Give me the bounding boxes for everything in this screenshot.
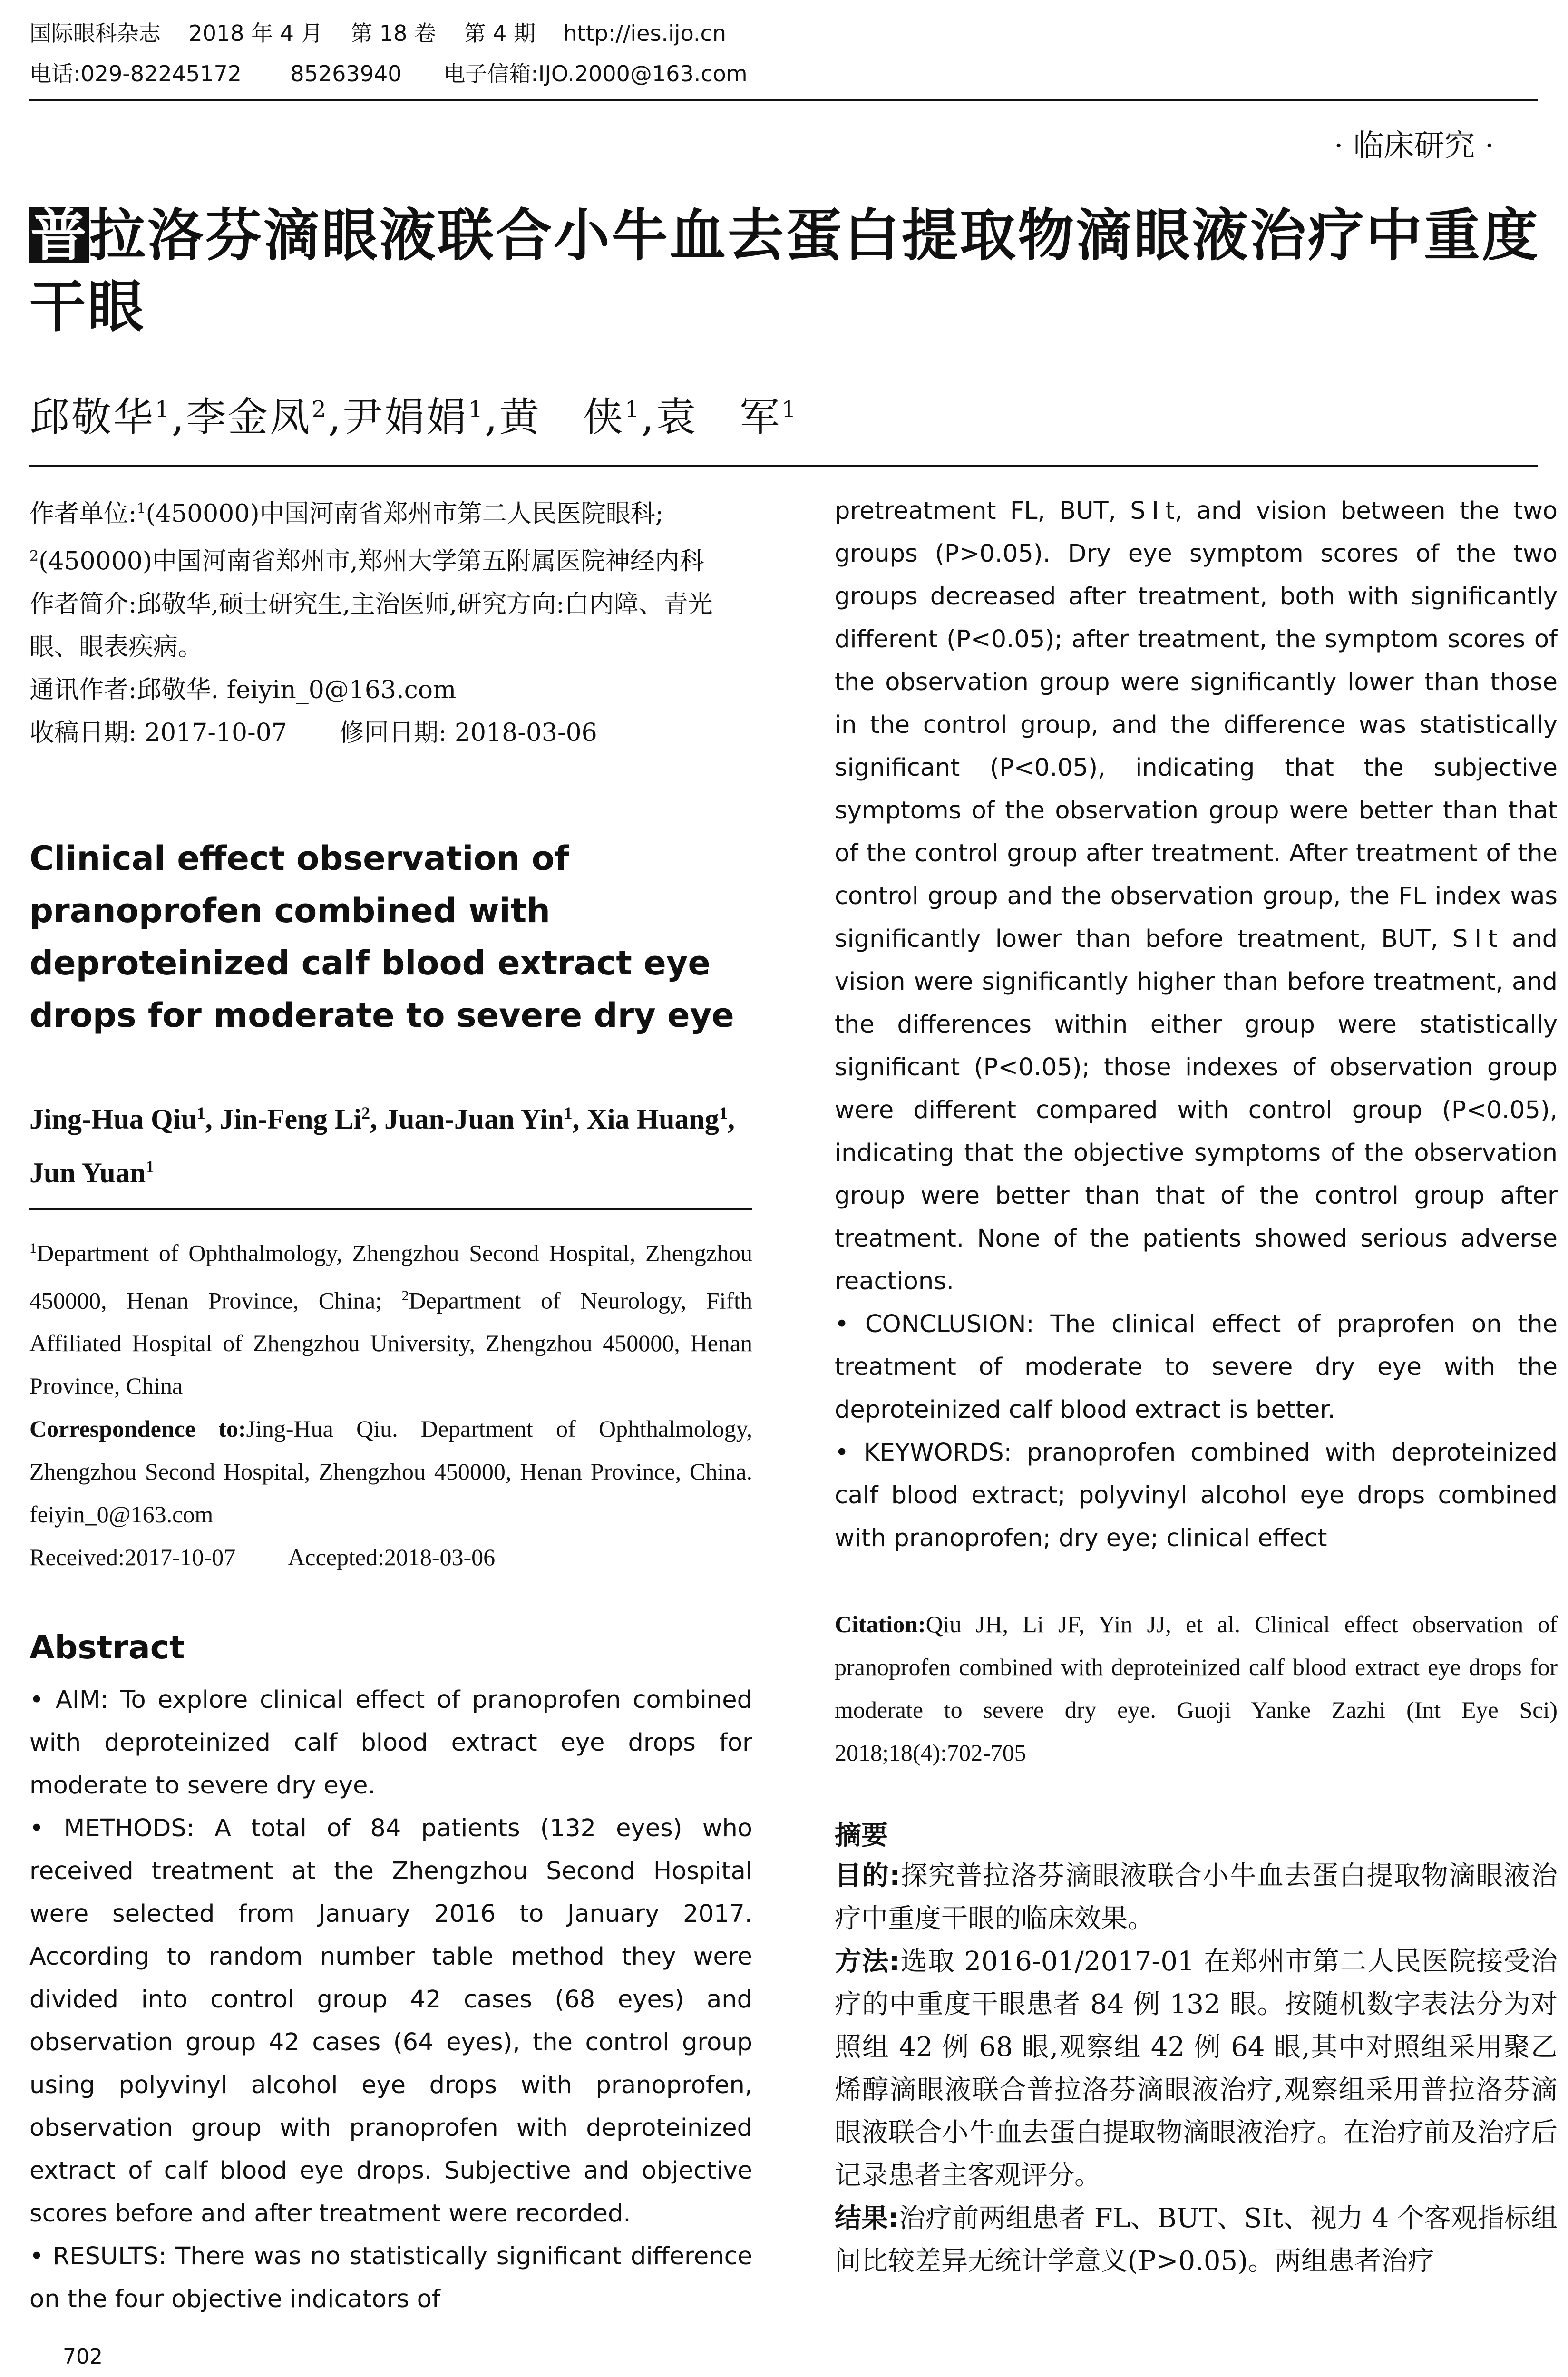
unit2: (450000)中国河南省郑州市,郑州大学第五附属医院神经内科 [39, 547, 704, 576]
affiliation-rule [29, 1208, 752, 1210]
revised-date-cn: 修回日期: 2018-03-06 [339, 718, 597, 747]
received-date-cn: 收稿日期: 2017-10-07 [29, 718, 287, 747]
cn-methods-label: 方法: [835, 1946, 900, 1977]
correspondence-text: Jing-Hua Qiu. Department of Ophthalmology, Zhengzhou Second Hospital, Zhengzhou 450000, Henan Province, China. feiyin_0@163.com [29, 1415, 752, 1528]
abstract-heading: Abstract [29, 1629, 185, 1666]
citation-label: Citation: [835, 1611, 926, 1637]
author-bio: 作者简介:邱敬华,硕士研究生,主治医师,研究方向:白内障、青光眼、眼表疾病。 [29, 590, 713, 662]
abstract-keywords: • KEYWORDS: pranoprofen combined with deproteinized calf blood extract; polyvinyl alcohol eye drops combined with pranoprofen; dry eye; clinical effect [835, 1439, 1558, 1552]
author-en: Xia Huang [586, 1103, 719, 1135]
cn-abstract [835, 1855, 1558, 2283]
author-en: Jing-Hua Qiu [29, 1103, 197, 1135]
cn-results-label: 结果: [835, 2203, 899, 2234]
header-rule [29, 99, 1538, 101]
abstract-methods: • METHODS: A total of 84 patients (132 eyes) who received treatment at the Zhengzhou Second Hospital were selected from January 2016 to January 2017. According to random number table method they were divided into control group 42 cases (68 eyes) and observation group 42 cases (64 eyes), the control group using polyvinyl alcohol eye drops with pranoprofen, observation group with pranoprofen with deproteinized extract of calf blood eye drops. Subjective and objective scores before and after treatment were recorded. [29, 1814, 752, 2228]
title-first-char: 普 [30, 203, 89, 268]
author-sup: 1 [624, 396, 642, 423]
author-cn: 邱敬华 [29, 394, 156, 440]
author-sup: 1 [781, 396, 798, 423]
abstract-aim: • AIM: To explore clinical effect of pranoprofen combined with deproteinized calf blood extract eye drops for moderate to severe dry eye. [29, 1686, 752, 1800]
cn-aim-label: 目的: [835, 1861, 900, 1891]
author-cn: 尹娟娟 [342, 394, 468, 440]
abstract-conclusion: • CONCLUSION: The clinical effect of praprofen on the treatment of moderate to severe dry eye with the deproteinized calf blood extract is better. [835, 1310, 1558, 1424]
abstract-right [835, 490, 1558, 1560]
affiliation-2: Department of Neurology, Fifth Affiliated Hospital of Zhengzhou University, Zhengzhou 450000, Henan Province, China [29, 1287, 753, 1400]
page-number: 702 [63, 2345, 103, 2369]
title-rest: 拉洛芬滴眼液联合小牛血去蛋白提取物滴眼液治疗中重度干眼 [29, 203, 1540, 340]
title-rule [29, 465, 1538, 467]
english-authors: Jing-Hua Qiu$^1$, Jin-Feng Li$^2$, Juan-Juan Yin$^1$, Xia Huang$^1$, Jun Yuan$^1$ [29, 1103, 735, 1188]
author-cn: 李金凤 [186, 394, 312, 440]
unit1: (450000)中国河南省郑州市第二人民医院眼科; [146, 499, 664, 528]
citation-text: Qiu JH, Li JF, Yin JJ, et al. Clinical effect observation of pranoprofen combined with deproteinized calf blood extract eye drops for moderate to severe dry eye. Guoji Yanke Zazhi (Int Eye Sci) 2018;18(4):702-705 [835, 1611, 1558, 1766]
corresponding-author: 通讯作者:邱敬华. feiyin_0@163.com [29, 675, 457, 704]
author-cn: 袁 军 [656, 394, 782, 440]
dates-cn [29, 711, 752, 754]
author-sup: 1 [719, 1103, 728, 1122]
author-cn: 黄 侠 [499, 394, 625, 440]
author-sup: 1 [468, 396, 485, 423]
affiliation-1: Department of Ophthalmology, Zhengzhou Second Hospital, Zhengzhou 450000, Henan Province, China; [29, 1239, 752, 1314]
author-sup: 2 [312, 396, 328, 423]
cn-methods [835, 1940, 1558, 2197]
correspondence-label: Correspondence to: [29, 1415, 246, 1442]
accepted-date-en: Accepted:2018-03-06 [288, 1544, 496, 1571]
cn-aim [835, 1855, 1558, 1940]
author-sup: 1 [155, 396, 172, 423]
author-en: Juan-Juan Yin [384, 1103, 564, 1135]
received-date-en: Received:2017-10-07 [29, 1544, 236, 1571]
affiliations: $^1$Department of Ophthalmology, Zhengzhou Second Hospital, Zhengzhou 450000, Henan Province, China; $^2$Department of Neurology, Fifth Affiliated Hospital of Zhengzhou University, Zhengzhou 450000, Henan Province, China [29, 1239, 753, 1400]
section-tag: · 临床研究 · [1334, 128, 1494, 164]
cn-aim-text: 探究普拉洛芬滴眼液联合小牛血去蛋白提取物滴眼液治疗中重度干眼的临床效果。 [835, 1861, 1558, 1934]
cn-results-text: 治疗前两组患者 FL、BUT、SⅠt、视力 4 个客观指标组间比较差异无统计学意义(P>0.05)。两组患者治疗 [835, 2203, 1558, 2277]
author-unit: 作者单位:$^1$(450000)中国河南省郑州市第二人民医院眼科; [29, 499, 664, 528]
abstract-results-start: • RESULTS: There was no statistically significant difference on the four objective indicators of [29, 2242, 752, 2313]
abstract-results-cont: pretreatment FL, BUT, SⅠt, and vision between the two groups (P>0.05). Dry eye symptom scores of the two groups decreased after treatment, both with significantly different (P<0.05); after treatment, the symptom scores of the observation group were significantly lower than those in the control group, and the difference was statistically significant (P<0.05), indicating that the subjective symptoms of the observation group were better than that of the control group after treatment. After treatment of the control group and the observation group, the FL index was significantly lower than before treatment, BUT, SⅠt and vision were significantly higher than before treatment, and the differences within either group were statistically significant (P<0.05); those indexes of observation group were different compared with control group (P<0.05), indicating that the objective symptoms of the observation group were better than that of the control group after treatment. None of the patients showed serious adverse reactions. [835, 497, 1558, 1296]
author-en: Jin-Feng Li [219, 1103, 362, 1135]
dates-en [29, 1536, 752, 1578]
english-title: Clinical effect observation of pranoprofen combined with deproteinized calf blood extract eye drops for moderate to severe dry eye [29, 839, 734, 1035]
correspondence [29, 1407, 752, 1536]
unit-label: 作者单位: [29, 499, 137, 528]
author-unit-2: $^2$(450000)中国河南省郑州市,郑州大学第五附属医院神经内科 [29, 547, 704, 576]
authors-cn: 邱敬华$^1$,李金凤$^2$,尹娟娟$^1$,黄 侠$^1$,袁 军$^1$ [29, 394, 798, 440]
author-en: Jun Yuan [29, 1157, 146, 1188]
article-title [29, 200, 1551, 342]
cn-methods-text: 选取 2016-01/2017-01 在郑州市第二人民医院接受治疗的中重度干眼患者 84 例 132 眼。按随机数字表法分为对照组 42 例 68 眼,观察组 42 例 64 眼,其中对照组采用聚乙烯醇滴眼液联合普拉洛芬滴眼液治疗,观察组采用普拉洛芬滴眼液联合小牛血去蛋白提取物滴眼液治疗。在治疗前及治疗后记录患者主客观评分。 [835, 1946, 1558, 2191]
affiliation-block [29, 1227, 752, 1578]
abstract-left [29, 1679, 752, 2321]
cn-results [835, 2197, 1558, 2283]
author-sup: 2 [361, 1103, 370, 1122]
journal-header-line1: 国际眼科杂志 2018 年 4 月 第 18 卷 第 4 期 http://ies.ijo.cn [29, 20, 726, 46]
author-sup: 1 [564, 1103, 573, 1122]
author-sup: 1 [196, 1103, 205, 1122]
citation [835, 1603, 1558, 1774]
author-sup: 1 [146, 1157, 155, 1176]
cn-abstract-heading: 摘要 [835, 1820, 888, 1851]
journal-header-line2: 电话:029-82245172 85263940 电子信箱:IJO.2000@163.com [29, 61, 748, 87]
author-info-cn [29, 487, 752, 754]
